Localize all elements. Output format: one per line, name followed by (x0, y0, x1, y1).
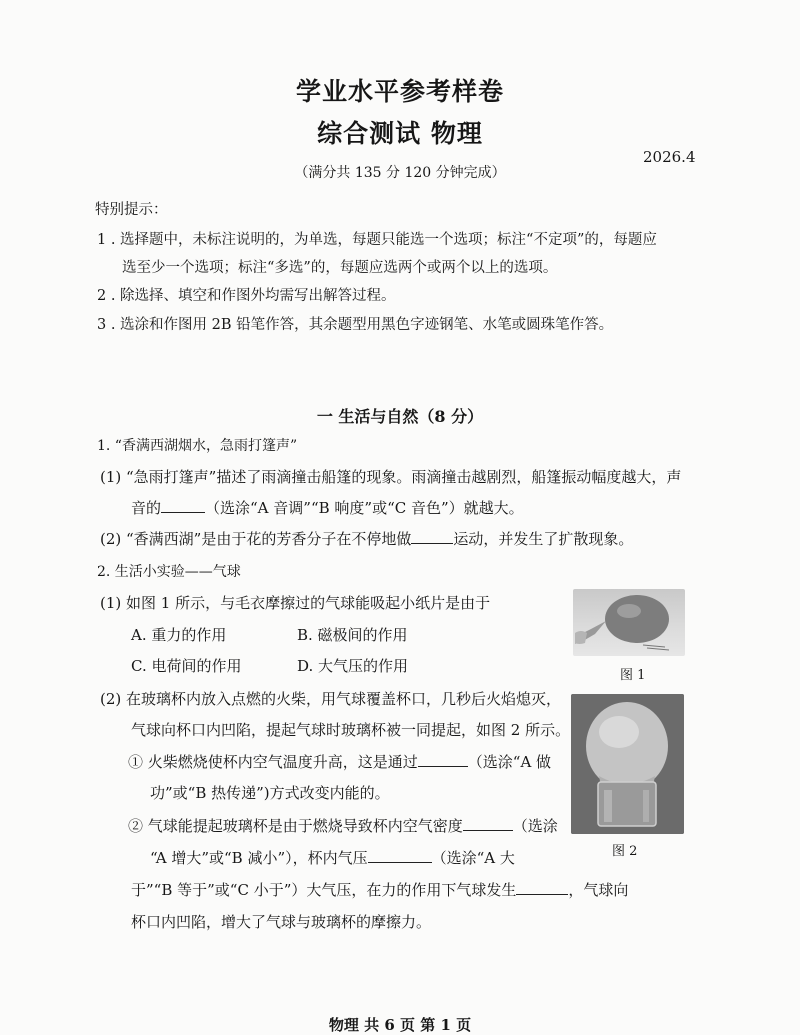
section-title: 一 生活与自然（8 分） (316, 407, 484, 426)
score-note: （满分共 135 分 120 分钟完成） (294, 165, 506, 181)
q2-sub1-line1 (128, 751, 551, 772)
q1-part2-text-b: 运动，并发生了扩散现象。 (453, 530, 634, 548)
balloon-image (573, 589, 685, 656)
balloon-cup-image (571, 694, 684, 834)
figure-1-caption: 图 1 (620, 668, 646, 683)
q2-option-d[interactable]: D. 大气压的作用 (297, 657, 409, 675)
answer-blank-q2-1[interactable] (418, 752, 468, 767)
q2-part1: (1) 如图 1 所示，与毛衣摩擦过的气球能吸起小纸片是由于 (100, 594, 491, 612)
figure-2-photo (571, 694, 684, 834)
note-1-line-1: 1 . 选择题中，未标注说明的，为单选，每题只能选一个选项；标注“不定项”的，每题应 (97, 232, 657, 248)
q2-option-b[interactable]: B. 磁极间的作用 (297, 626, 408, 644)
exam-date: 2026.4 (643, 148, 696, 166)
q2-sub2-line2 (150, 847, 515, 868)
q2-sub2-text-e: 于”“B 等于”或“C 小于”）大气压，在力的作用下气球发生 (131, 881, 517, 899)
q2-header: 2. 生活小实验——气球 (97, 564, 241, 580)
note-2: 2 . 除选择、填空和作图外均需写出解答过程。 (97, 288, 396, 304)
q2-sub2-line4: 杯口内凹陷，增大了气球与玻璃杯的摩擦力。 (131, 913, 432, 931)
q1-part2-text-a: (2) “香满西湖”是由于花的芳香分子在不停地做 (100, 530, 412, 548)
q2-sub2-text-b: （选涂 (512, 817, 558, 835)
q2-sub2-line1 (128, 815, 558, 836)
answer-blank-q2-4[interactable] (516, 880, 568, 895)
q2-sub2-text-a: ② 气球能提起玻璃杯是由于燃烧导致杯内空气密度 (128, 817, 463, 835)
q2-part2-line2: 气球向杯口内凹陷，提起气球时玻璃杯被一同提起，如图 2 所示。 (131, 721, 571, 739)
answer-blank-q1-2[interactable] (411, 529, 453, 544)
q2-sub1-line2: 功”或“B 热传递”)方式改变内能的。 (150, 784, 390, 802)
answer-blank-q2-3[interactable] (368, 848, 432, 863)
q1-part1-text-a: 音的 (131, 499, 162, 517)
figure-2-caption: 图 2 (612, 844, 638, 859)
q1-part1-text-b: （选涂“A 音调”“B 响度”或“C 音色”）就越大。 (205, 499, 524, 517)
answer-blank-q2-2[interactable] (463, 816, 513, 831)
q2-sub2-text-d: （选涂“A 大 (431, 849, 515, 867)
q2-sub2-line3 (131, 879, 628, 900)
note-3: 3 . 选涂和作图用 2B 铅笔作答，其余题型用黑色字迹钢笔、水笔或圆珠笔作答。 (97, 317, 614, 333)
q2-sub1-text-a: ① 火柴燃烧使杯内空气温度升高，这是通过 (128, 753, 418, 771)
q2-sub1-text-b: （选涂“A 做 (467, 753, 552, 771)
q2-sub2-text-f: ，气球向 (568, 881, 629, 899)
page-footer: 物理 共 6 页 第 1 页 (328, 1016, 472, 1034)
q2-option-a[interactable]: A. 重力的作用 (131, 626, 227, 644)
q1-part1-line2 (131, 497, 524, 518)
exam-title: 学业水平参考样卷 (295, 77, 504, 106)
note-1-line-2: 选至少一个选项；标注“多选”的，每题应选两个或两个以上的选项。 (122, 260, 558, 276)
q1-part2 (100, 528, 633, 549)
exam-subtitle: 综合测试 物理 (317, 119, 483, 148)
answer-blank-q1-1[interactable] (161, 498, 205, 513)
q2-option-c[interactable]: C. 电荷间的作用 (131, 657, 242, 675)
q2-part2-line1: (2) 在玻璃杯内放入点燃的火柴，用气球覆盖杯口，几秒后火焰熄灭， (100, 690, 562, 708)
notes-heading: 特别提示： (95, 202, 168, 218)
figure-1-photo (573, 589, 685, 656)
q1-header: 1. “香满西湖烟水，急雨打篷声” (97, 438, 298, 454)
q2-sub2-text-c: “A 增大”或“B 减小”），杯内气压 (150, 849, 368, 867)
q1-part1-line1: (1) “急雨打篷声”描述了雨滴撞击船篷的现象。雨滴撞击越剧烈，船篷振动幅度越大，声 (100, 468, 682, 486)
